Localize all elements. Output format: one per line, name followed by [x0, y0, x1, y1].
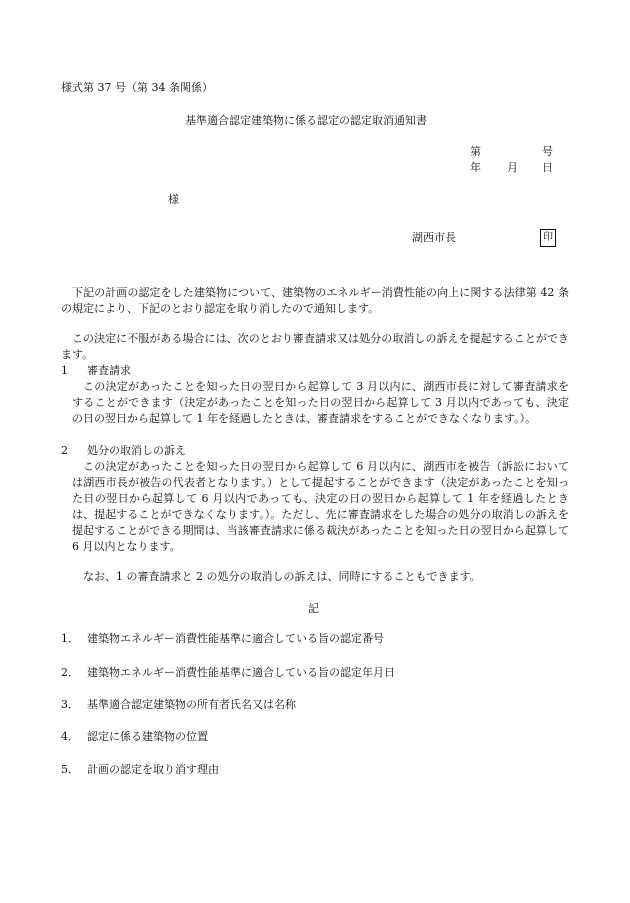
section-2-body: この決定があったことを知った日の翌日から起算して 6 月以内に、湖西市を被告（訴訟においては湖西市長が被告の代表者となります。）として提起することができます（決定があったことを知った日の翌日から起算して 6 月以内であっても、決定の日の翌日から起算して 1 年を経過したときは、提起することができなくなります。）。ただし、先に審査請求をした場合の処分の取消しの訴えを提起することができる期間は、当該審査請求に係る裁決があったことを知った日の翌日から起算して 6 月以内となります。 [72, 460, 569, 553]
section-1-heading [61, 363, 131, 379]
section-2-heading [61, 443, 186, 459]
section-1-number: 1 [61, 364, 68, 377]
document-title: 基準適合認定建築物に係る認定の認定取消通知書 [185, 114, 427, 127]
seal-box: 印 [540, 229, 556, 247]
ki-heading: 記 [308, 602, 319, 615]
form-id: 様式第 37 号（第 34 条関係） [61, 81, 213, 94]
list-item: 2． 建築物エネルギー消費性能基準に適合している旨の認定年月日 [61, 666, 395, 679]
list-item: 5． 計画の認定を取り消す理由 [61, 763, 219, 776]
section-2-number: 2 [61, 444, 68, 457]
list-item: 4． 認定に係る建築物の位置 [61, 730, 208, 743]
appeal-intro-paragraph: この決定に不服がある場合には、次のとおり審査請求又は処分の取消しの訴えを提起することができます。 [61, 332, 569, 361]
section-2-title: 処分の取消しの訴え [87, 444, 186, 457]
issuer-name: 湖西市長 [412, 231, 456, 244]
number-dai: 第 [470, 145, 481, 158]
section-1-body: この決定があったことを知った日の翌日から起算して 3 月以内に、湖西市長に対して審査請求をすることができます（決定があったことを知った日の翌日から起算して 3 月以内であっても、決定の日の翌日から起算して 1 年を経過したときは、審査請求をすることができなくなります。）。 [72, 380, 569, 425]
date-day: 日 [542, 161, 553, 174]
date-year: 年 [470, 161, 481, 174]
addressee-suffix: 様 [168, 193, 179, 206]
intro-paragraph: 下記の計画の認定をした建築物について、建築物のエネルギー消費性能の向上に関する法律第 42 条の規定により、下記のとおり認定を取り消したので通知します。 [61, 286, 569, 315]
number-go: 号 [542, 145, 553, 158]
list-item: 3． 基準適合認定建築物の所有者氏名又は名称 [61, 698, 296, 711]
date-month: 月 [507, 161, 518, 174]
note-paragraph: なお、1 の審査請求と 2 の処分の取消しの訴えは、同時にすることもできます。 [83, 570, 481, 583]
section-1-title: 審査請求 [87, 364, 131, 377]
list-item: 1． 建築物エネルギー消費性能基準に適合している旨の認定番号 [61, 632, 384, 645]
